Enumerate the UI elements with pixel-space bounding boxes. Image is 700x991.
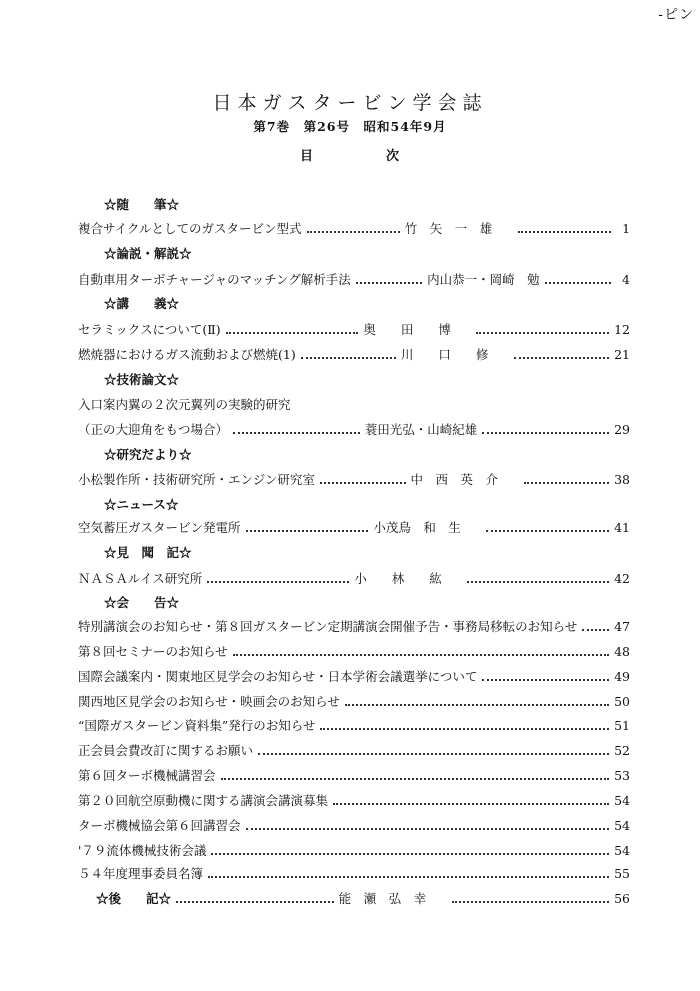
entry-page: 50 — [614, 694, 630, 709]
dot-leader — [356, 282, 422, 284]
section-heading: ☆随 筆☆ — [104, 197, 180, 212]
journal-title: 日本ガスタービン学会誌 — [212, 92, 488, 114]
contents-heading-right: 次 — [386, 149, 400, 164]
entry-author: 川 口 修 — [400, 347, 489, 362]
entry-title: セラミックスについて(Ⅱ) — [78, 322, 221, 337]
entry-author: 奥 田 博 — [363, 322, 451, 337]
toc-entry[interactable] — [78, 642, 630, 660]
entry-page: 49 — [614, 669, 630, 684]
corner-mark: -ピン — [658, 7, 694, 23]
entry-title: 国際会議案内・関東地区見学会のお知らせ・日本学術会議選挙について — [78, 669, 478, 684]
entry-page: 42 — [614, 571, 631, 586]
dot-leader — [307, 231, 400, 233]
section-heading: ☆技術論文☆ — [104, 372, 180, 387]
entry-title: 関西地区見学会のお知らせ・映画会のお知らせ — [78, 694, 340, 709]
toc-entry[interactable] — [78, 692, 630, 710]
entry-page: 47 — [614, 619, 630, 634]
toc-entry[interactable] — [78, 716, 630, 734]
toc-entry-closing[interactable] — [96, 889, 630, 907]
dot-leader — [524, 482, 610, 484]
dot-leader — [208, 876, 609, 878]
toc-entry[interactable] — [78, 219, 630, 237]
section-heading: ☆研究だより☆ — [104, 447, 192, 462]
issue-info: 第7巻 第26号 昭和54年9月 — [253, 119, 447, 134]
contents-heading-left: 目 — [300, 149, 314, 164]
dot-leader — [582, 629, 609, 631]
toc-entry[interactable] — [78, 766, 630, 784]
entry-title: ＮＡＳＡルイス研究所 — [78, 571, 203, 586]
entry-page: 55 — [614, 866, 630, 881]
section-heading: ☆後 記☆ — [96, 891, 172, 906]
dot-leader — [467, 581, 609, 583]
dot-leader — [514, 357, 609, 359]
toc-entry[interactable] — [78, 420, 630, 438]
entry-page: 21 — [614, 347, 630, 362]
toc-entry[interactable] — [78, 741, 630, 759]
dot-leader — [211, 853, 609, 855]
entry-author: 竹 矢 一 雄 — [404, 221, 493, 236]
entry-page: 54 — [614, 793, 630, 808]
dot-leader — [518, 231, 611, 233]
dot-leader — [233, 432, 360, 434]
entry-title: 複合サイクルとしてのガスタービン型式 — [78, 221, 302, 236]
dot-leader — [207, 581, 349, 583]
section-heading: ☆見 聞 記☆ — [104, 545, 192, 560]
dot-leader — [476, 332, 609, 334]
dot-leader — [246, 530, 369, 532]
entry-page: 52 — [614, 743, 630, 758]
entry-title: “国際ガスタービン資料集”発行のお知らせ — [78, 718, 316, 733]
dot-leader — [345, 704, 609, 706]
entry-page: 51 — [614, 718, 630, 733]
dot-leader — [226, 332, 359, 334]
entry-title: 特別講演会のお知らせ・第８回ガスタービン定期講演会開催予告・事務局移転のお知らせ — [78, 619, 578, 634]
entry-page: 1 — [622, 221, 631, 236]
dot-leader — [486, 530, 609, 532]
dot-leader — [258, 753, 609, 755]
entry-author: 小茂鳥 和 生 — [373, 520, 461, 535]
section-heading: ☆ニュース☆ — [104, 497, 179, 512]
dot-leader — [482, 679, 609, 681]
entry-title: 第８回セミナーのお知らせ — [78, 644, 228, 659]
entry-title: 燃焼器におけるガス流動および燃焼(1) — [78, 347, 296, 362]
entry-page: 4 — [622, 272, 630, 287]
entry-page: 12 — [614, 322, 630, 337]
dot-leader — [333, 803, 609, 805]
dot-leader — [301, 357, 396, 359]
toc-entry[interactable] — [78, 816, 630, 834]
toc-entry[interactable] — [78, 791, 630, 809]
toc-entry[interactable] — [78, 518, 630, 536]
entry-author: 中 西 英 介 — [410, 472, 499, 487]
toc-entry[interactable] — [78, 320, 630, 338]
toc-entry[interactable] — [78, 864, 630, 882]
entry-page: 53 — [614, 768, 630, 783]
entry-title: 正会員会費改訂に関するお願い — [78, 743, 254, 758]
entry-page: 38 — [614, 472, 631, 487]
entry-title: '７９流体機械技術会議 — [78, 843, 207, 858]
dot-leader — [320, 728, 609, 730]
entry-title: 第６回ターボ機械講習会 — [78, 768, 216, 783]
entry-title: 第２０回航空原動機に関する講演会講演募集 — [78, 793, 329, 808]
dot-leader — [176, 901, 334, 903]
entry-title: 入口案内翼の２次元翼列の実験的研究 — [78, 397, 291, 412]
toc-entry[interactable] — [78, 841, 630, 859]
entry-author: 蓑田光弘・山崎紀雄 — [364, 422, 478, 437]
dot-leader — [221, 778, 610, 780]
dot-leader — [320, 482, 406, 484]
toc-entry[interactable] — [78, 569, 630, 587]
entry-page: 48 — [614, 644, 630, 659]
entry-author: 能 瀬 弘 幸 — [338, 891, 427, 906]
entry-author: 内山恭一・岡崎 勉 — [427, 272, 540, 287]
toc-entry[interactable] — [78, 617, 630, 635]
dot-leader — [233, 654, 609, 656]
section-heading: ☆会 告☆ — [104, 595, 180, 610]
entry-page: 56 — [614, 891, 631, 906]
entry-title: ターボ機械協会第６回講習会 — [78, 818, 241, 833]
toc-entry[interactable] — [78, 395, 630, 413]
entry-title: 空気蓄圧ガスタービン発電所 — [78, 520, 241, 535]
entry-title: 自動車用ターボチャージャのマッチング解析手法 — [78, 272, 351, 287]
section-heading: ☆講 義☆ — [104, 296, 180, 311]
toc-entry[interactable] — [78, 667, 630, 685]
dot-leader — [246, 828, 610, 830]
dot-leader — [452, 901, 610, 903]
entry-page: 29 — [614, 422, 630, 437]
entry-author: 小 林 紘 — [354, 571, 442, 586]
entry-title: 小松製作所・技術研究所・エンジン研究室 — [78, 472, 315, 487]
entry-page: 54 — [614, 818, 630, 833]
toc-entry[interactable] — [78, 345, 630, 363]
entry-page: 41 — [614, 520, 631, 535]
toc-entry[interactable] — [78, 270, 630, 288]
toc-entry[interactable] — [78, 470, 630, 488]
entry-page: 54 — [614, 843, 630, 858]
entry-title: ５４年度理事委員名簿 — [78, 866, 204, 881]
entry-title: （正の大迎角をもつ場合） — [78, 422, 229, 437]
section-heading: ☆論説・解説☆ — [104, 246, 192, 261]
dot-leader — [545, 282, 611, 284]
dot-leader — [482, 432, 609, 434]
